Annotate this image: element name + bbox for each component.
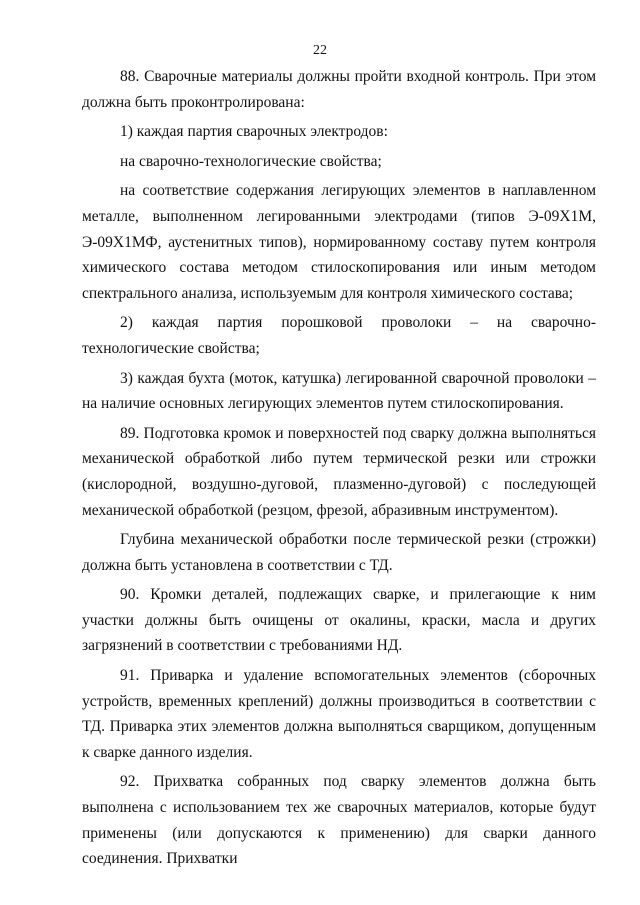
paragraph-flux-cored-wire: 2) каждая партия порошковой проволоки – на сварочно-технологические свойства; <box>82 314 596 357</box>
paragraph-91-auxiliary-elements: 91. Приварка и удаление вспомогательных элементов (сборочных устройств, временных креплений) должны производиться в соответствии с ТД. Приварка этих элементов должна выполняться сварщиком, допущенным к сварке данного изделия. <box>82 667 596 761</box>
paragraph-88-intro: 88. Сварочные материалы должны пройти входной контроль. При этом должна быть проконтролирована: <box>82 68 596 111</box>
page-number: 22 <box>313 43 327 58</box>
document-body <box>82 64 596 872</box>
paragraph-90-edge-cleaning: 90. Кромки деталей, подлежащих сварке, и прилегающие к ним участки должны быть очищены от окалины, краски, масла и других загрязнений в соответствии с требованиями НД. <box>82 586 596 655</box>
paragraph-92-tack-welding: 92. Прихватка собранных под сварку элементов должна быть выполнена с использованием тех же сварочных материалов, которые будут применены (или допускаются к применению) для сварки данного соединения. Прихватки <box>82 773 596 868</box>
paragraph-alloying-elements-check: на соответствие содержания легирующих элементов в наплавленном металле, выполненном легированными электродами (типов Э-09Х1М, Э-09Х1МФ, аустенитных типов), нормированному составу путем контроля химического состава методом стилоскопирования или иным методом спектрального анализа, используемым для контроля химического состава; <box>82 182 596 302</box>
paragraph-machining-depth: Глубина механической обработки после термической резки (строжки) должна быть установлена в соответствии с ТД. <box>82 531 596 574</box>
paragraph-electrodes-batch: 1) каждая партия сварочных электродов: <box>120 123 388 141</box>
paragraph-alloyed-wire-coil: 3) каждая бухта (моток, катушка) легированной сварочной проволоки – на наличие основных легирующих элементов путем стилоскопирования. <box>82 369 596 413</box>
paragraph-weld-tech-properties: на сварочно-технологические свойства; <box>120 152 382 170</box>
paragraph-89-edge-preparation: 89. Подготовка кромок и поверхностей под сварку должна выполняться механической обработкой либо путем термической резки или строжки (кислородной, воздушно-дуговой, плазменно-дуговой) с последующей механической обработкой (резцом, фрезой, абразивным инструментом). <box>82 424 596 519</box>
